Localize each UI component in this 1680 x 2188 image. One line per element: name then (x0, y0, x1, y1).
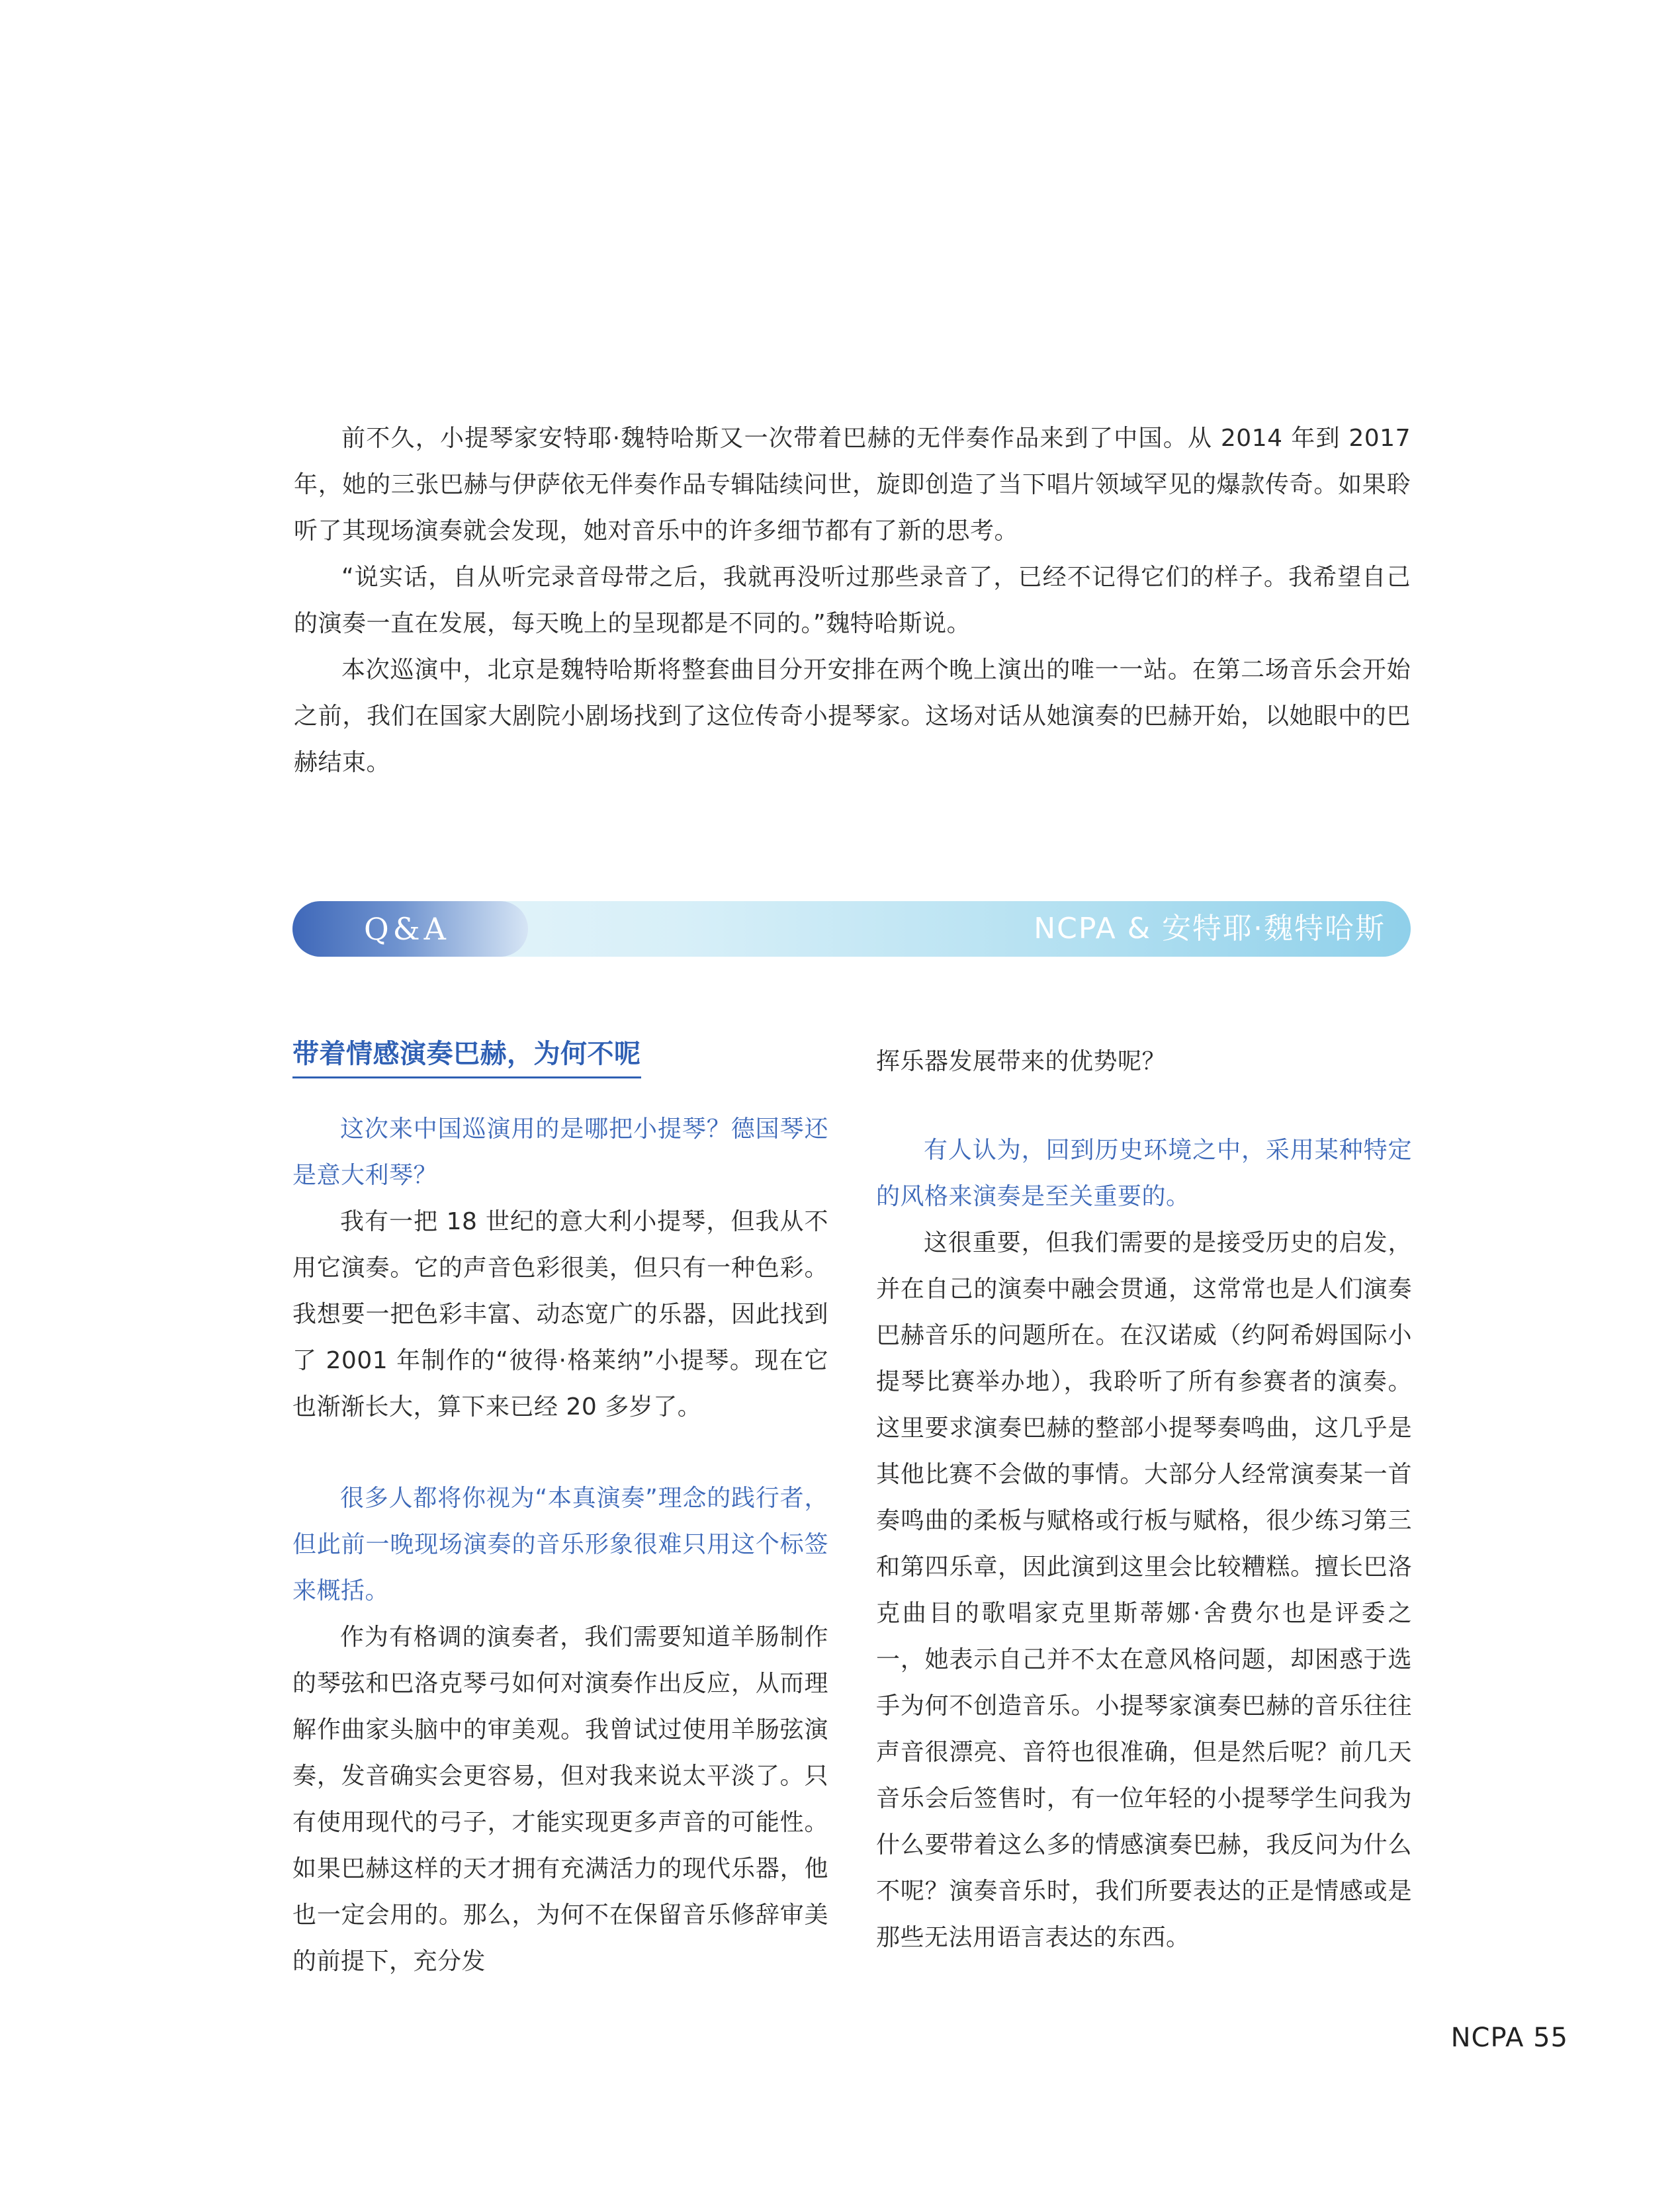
answer: 我有一把 18 世纪的意大利小提琴，但我从不用它演奏。它的声音色彩很美，但只有一种色彩。我想要一把色彩丰富、动态宽广的乐器，因此找到了 2001 年制作的“彼得·格莱纳”小提琴。现在它也渐渐长大，算下来已经 20 多岁了。 (292, 1208, 828, 1421)
answer: 这很重要，但我们需要的是接受历史的启发，并在自己的演奏中融会贯通，这常常也是人们演奏巴赫音乐的问题所在。在汉诺威（约阿希姆国际小提琴比赛举办地），我聆听了所有参赛者的演奏。这里要求演奏巴赫的整部小提琴奏鸣曲，这几乎是其他比赛不会做的事情。大部分人经常演奏某一首奏鸣曲的柔板与赋格或行板与赋格，很少练习第三和第四乐章，因此演到这里会比较糟糕。擅长巴洛克曲目的歌唱家克里斯蒂娜·舍费尔也是评委之一，她表示自己并不太在意风格问题，却困惑于选手为何不创造音乐。小提琴家演奏巴赫的音乐往往声音很漂亮、音符也很准确，但是然后呢？前几天音乐会后签售时，有一位年轻的小提琴学生问我为什么要带着这么多的情感演奏巴赫，我反问为什么不呢？演奏音乐时，我们所要表达的正是情感或是那些无法用语言表达的东西。 (876, 1229, 1412, 1951)
right-column (876, 1039, 1412, 1961)
banner-title (926, 901, 1386, 957)
intro-paragraph: 本次巡演中，北京是魏特哈斯将整套曲目分开安排在两个晚上演出的唯一一站。在第二场音乐会开始之前，我们在国家大剧院小剧场找到了这位传奇小提琴家。这场对话从她演奏的巴赫开始，以她眼中的巴赫结束。 (294, 656, 1411, 776)
question: 有人认为，回到历史环境之中，采用某种特定的风格来演奏是至关重要的。 (876, 1137, 1412, 1210)
section-heading: 带着情感演奏巴赫，为何不呢 (292, 1034, 641, 1078)
answer: 作为有格调的演奏者，我们需要知道羊肠制作的琴弦和巴洛克琴弓如何对演奏作出反应，从而理解作曲家头脑中的审美观。我曾试过使用羊肠弦演奏，发音确实会更容易，但对我来说太平淡了。只有使用现代的弓子，才能实现更多声音的可能性。如果巴赫这样的天才拥有充满活力的现代乐器，他也一定会用的。那么，为何不在保留音乐修辞审美的前提下，充分发 (292, 1624, 828, 1975)
question: 这次来中国巡演用的是哪把小提琴？德国琴还是意大利琴？ (292, 1116, 828, 1189)
answer-continued: 挥乐器发展带来的优势呢？ (876, 1048, 1167, 1075)
intro-paragraph: 前不久，小提琴家安特耶·魏特哈斯又一次带着巴赫的无伴奏作品来到了中国。从 2014 年到 2017 年，她的三张巴赫与伊萨依无伴奏作品专辑陆续问世，旋即创造了当下唱片领域罕见的爆款传奇。如果聆听了其现场演奏就会发现，她对音乐中的许多细节都有了新的思考。 (294, 425, 1411, 545)
intro-paragraph: “说实话，自从听完录音母带之后，我就再没听过那些录音了，已经不记得它们的样子。我希望自己的演奏一直在发展，每天晚上的呈现都是不同的。”魏特哈斯说。 (294, 564, 1411, 637)
qa-label: Q&A (364, 911, 450, 947)
banner-title-text: NCPA & 安特耶·魏特哈斯 (1034, 912, 1386, 945)
left-column (292, 1032, 828, 1985)
question: 很多人都将你视为“本真演奏”理念的践行者，但此前一晚现场演奏的音乐形象很难只用这个标签来概括。 (292, 1485, 828, 1604)
intro-text (294, 416, 1411, 786)
page-footer: NCPA 55 (1450, 2023, 1568, 2053)
